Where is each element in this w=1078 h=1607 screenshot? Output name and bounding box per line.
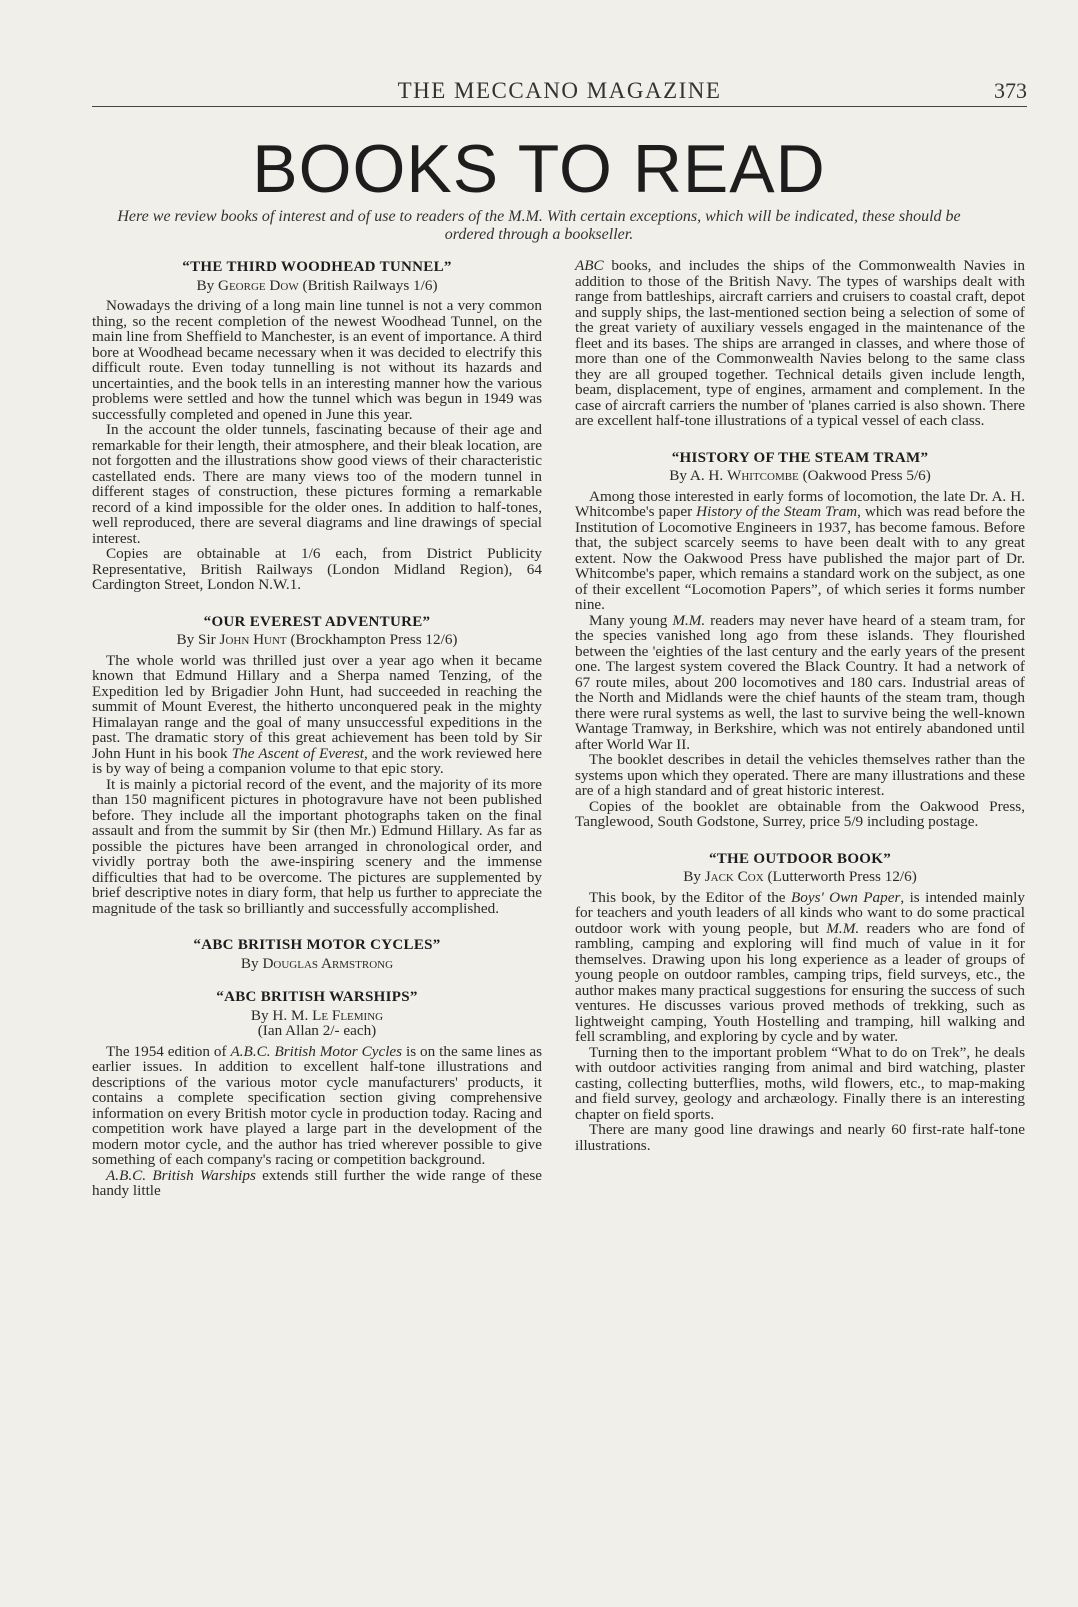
review-paragraph: Copies are obtainable at 1/6 each, from District Publicity Representative, British Railways (London Midland Region), 64 Cardington Street, London N.W.1.	[92, 545, 542, 593]
review-title: “THE THIRD WOODHEAD TUNNEL”	[182, 259, 452, 275]
review-byline	[575, 468, 1025, 484]
review-outdoor-book	[575, 852, 1025, 1154]
review-paragraph: Nowadays the driving of a long main line tunnel is not a very common thing, so the recent completion of the newest Woodhead Tunnel, on the main line from Sheffield to Manchester, is an event of importance. A third bore at Woodhead became necessary when it was decided to electrify this difficult route. Even today tunnelling is not without its hazards and uncertainties, and the book tells in an interesting manner how the various problems were settled and how the tunnel which was begun in 1949 was successfully completed and opened in June this year.	[92, 297, 542, 423]
byline-prefix: By Sir	[176, 631, 220, 648]
review-byline	[92, 632, 542, 648]
byline-publisher: (Brockhampton Press 12/6)	[286, 631, 458, 648]
review-byline	[575, 869, 1025, 885]
text-run: is on the same lines as earlier issues. In addition to excellent half-tone illustrations and descriptions of the various motor cycle manufacturers' products, it contains a complete specification section giving comprehensive information on every British motor cycle in production today. Racing and competition work have played a large part in the development of the modern motor cycle, and the author has tried wherever possible to give something of each company's racing or competition background.	[92, 1042, 542, 1168]
author-name: Jack Cox	[704, 868, 764, 885]
page-header	[92, 78, 1027, 107]
review-paragraph: In the account the older tunnels, fascinating because of their age and remarkable for their length, their atmosphere, and their bleak location, are not forgotten and the illustrations show good views of their characteristic castellated ends. There are many views too of the modern tunnel in different stages of construction, these pictures forming a remarkable record of a kind impossible for the older ones. In addition to half-tones, well reproduced, there are several diagrams and line drawings of special interest.	[92, 421, 542, 547]
review-byline	[92, 1008, 542, 1024]
text-run: This book, by the Editor of the	[589, 888, 791, 906]
text-run: books, and includes the ships of the Commonwealth Navies in addition to those of the British Navy. The types of warships dealt with range from battleships, aircraft carriers and cruisers to coastal craft, depot and supply ships, the last-mentioned section being a selection of some of the great variety of auxiliary vessels engaged in the maintenance of the fleet and its bases. The ships are arranged in classes, and where those of more than one of the Commonwealth Navies belong to the same class they are all grouped together. Technical details given include length, beam, displacement, type of engines, armament and complement. In the case of aircraft carriers the number of 'planes carried is also shown. There are excellent half-tone illustrations of a typical vessel of each class.	[575, 257, 1025, 429]
magazine-abbrev: M.M.	[826, 919, 860, 937]
review-title: “OUR EVEREST ADVENTURE”	[203, 613, 431, 630]
review-title: “ABC BRITISH MOTOR CYCLES”	[193, 937, 441, 953]
text-run: , which was read before the Institution of Locomotive Engineers in 1937, has become famous. Before that, the subject scarcely seems to have been dealt with to any great extent. Now the Oakwood Press have published the major part of Dr. Whitcombe's paper, which remains a standard work on the subject, as one of their excellent “Locomotion Papers”, of which series it forms number nine.	[575, 503, 1025, 613]
page-title: BOOKS TO READ	[252, 131, 826, 207]
review-paragraph	[575, 890, 1025, 1045]
review-publisher: (Ian Allan 2/- each)	[257, 1022, 377, 1039]
book-title: The Ascent of Everest	[231, 744, 364, 762]
author-name: George Dow	[218, 276, 299, 294]
text-run: , and the work reviewed here is by way of being a companion volume to that epic story.	[92, 744, 543, 777]
right-column	[575, 258, 1025, 1153]
author-name: Le Fleming	[312, 1006, 384, 1024]
intro-text: Here we review books of interest and of use to readers of the M.M. With certain exceptions, which will be indicated, these should be ordered through a bookseller.	[117, 208, 961, 243]
text-run: The whole world was thrilled just over a year ago when it became known that Edmund Hillary and a Sherpa named Tenzing, of the Expedition led by Brigadier John Hunt, had succeeded in reaching the summit of Mount Everest, the hitherto unconquered peak in the mighty Himalayan range and the goal of many unsuccessful expeditions in the past. The dramatic story of this great achievement has been told by Sir John Hunt in his book	[92, 651, 542, 762]
author-name: John Hunt	[219, 631, 287, 648]
author-name: Douglas Armstrong	[262, 954, 394, 972]
byline-prefix: By H. M.	[250, 1006, 313, 1024]
review-paragraph: It is mainly a pictorial record of the event, and the majority of its more than 150 magnificent pictures in photogravure have not been published before. They include all the important photographs taken on the final assault and from the summit by Sir (then Mr.) Edmund Hillary. As far as possible the pictures have been arranged in chronological order, and vividly portray both the awe-inspiring scenery and the immense difficulties that had to be overcome. The pictures are supplemented by brief descriptive notes in diary form, that help us further to appreciate the magnitude of the task so brilliantly and successfully accomplished.	[92, 775, 542, 917]
text-run: Many young	[589, 611, 673, 629]
review-paragraph	[575, 613, 1025, 753]
review-steam-tram	[575, 451, 1025, 830]
review-paragraph: Copies of the booklet are obtainable from the Oakwood Press, Tanglewood, South Godstone, Surrey, price 5/9 including postage.	[575, 797, 1025, 830]
magazine-title: THE MECCANO MAGAZINE	[397, 78, 722, 103]
review-paragraph	[92, 1168, 542, 1199]
review-title: “HISTORY OF THE STEAM TRAM”	[671, 449, 929, 466]
review-everest	[92, 615, 542, 917]
byline-prefix: By A. H.	[669, 467, 727, 484]
text-run: , is intended mainly for teachers and youth leaders of all kinds who want to do some practical outdoor work with young people, but	[575, 888, 1025, 937]
book-title: ABC	[575, 257, 604, 274]
author-name: Whitcombe	[727, 467, 799, 484]
review-abc	[92, 938, 542, 1199]
text-run: readers may never have heard of a steam tram, for the species vanished long ago from these islands. They flourished between the 'eighties of the last century and the early years of the present one. The largest system covered the Black Country. It had a network of 67 route miles, about 200 locomotives and 180 cars. Industrial areas of the North and Midlands were the chief haunts of the steam tram, though there were rural systems as well, the last to survive being the well-known Wantage Tramway, in Berkshire, which was not entirely abandoned until after World War II.	[575, 611, 1025, 753]
byline-prefix: By	[196, 276, 218, 294]
byline-prefix: By	[240, 954, 263, 972]
book-title: A.B.C. British Warships	[106, 1166, 256, 1184]
review-paragraph	[92, 1044, 542, 1168]
review-paragraph	[575, 489, 1025, 613]
review-paragraph	[92, 653, 542, 777]
text-run: readers who are fond of rambling, camping and exploring will find much of value in it for themselves. Drawing upon his long experience as a leader of groups of young people on outdoor rambles, camping trips, field surveys, etc., the author makes many practical suggestions for ensuring the success of such ventures. He discusses various proved methods of trekking, such as lightweight camping, Youth Hostelling and tramping, hill walking and fell scrambling, and exploring by cycle and by water.	[575, 919, 1025, 1045]
review-paragraph: Turning then to the important problem “What to do on Trek”, he deals with outdoor activities ranging from animal and bird watching, plaster casting, collecting butterflies, moths, wild flowers, etc., to map-making and field survey, geology and archæology. Finally there is an interesting chapter on field sports.	[575, 1043, 1025, 1123]
review-title: “ABC BRITISH WARSHIPS”	[216, 989, 418, 1005]
byline-prefix: By	[683, 868, 705, 885]
review-paragraph: The booklet describes in detail the vehicles themselves rather than the systems upon which they operated. There are many illustrations and these are of a high standard and of great historic interest.	[575, 751, 1025, 799]
review-byline	[92, 956, 542, 972]
text-run: extends still further the wide range of these handy little	[92, 1166, 542, 1199]
review-title: “THE OUTDOOR BOOK”	[708, 850, 892, 867]
review-abc-continued	[575, 258, 1025, 429]
text-run: The 1954 edition of	[106, 1042, 231, 1060]
review-paragraph	[575, 258, 1025, 429]
review-paragraph: There are many good line drawings and nearly 60 first-rate half-tone illustrations.	[575, 1121, 1025, 1154]
review-woodhead	[92, 260, 542, 593]
review-byline	[92, 278, 542, 294]
byline-publisher: (Lutterworth Press 12/6)	[763, 868, 917, 885]
paper-title: Boys' Own Paper	[790, 888, 901, 906]
magazine-abbrev: M.M.	[672, 611, 706, 629]
left-column	[92, 260, 542, 1199]
book-title: History of the Steam Tram	[696, 503, 858, 520]
byline-publisher: (Oakwood Press 5/6)	[798, 467, 931, 484]
book-title: A.B.C. British Motor Cycles	[230, 1042, 403, 1060]
page-number: 373	[994, 78, 1027, 103]
text-run: Among those interested in early forms of locomotion, the late Dr. A. H. Whitcombe's paper	[575, 487, 1025, 520]
byline-publisher: (British Railways 1/6)	[298, 276, 438, 294]
